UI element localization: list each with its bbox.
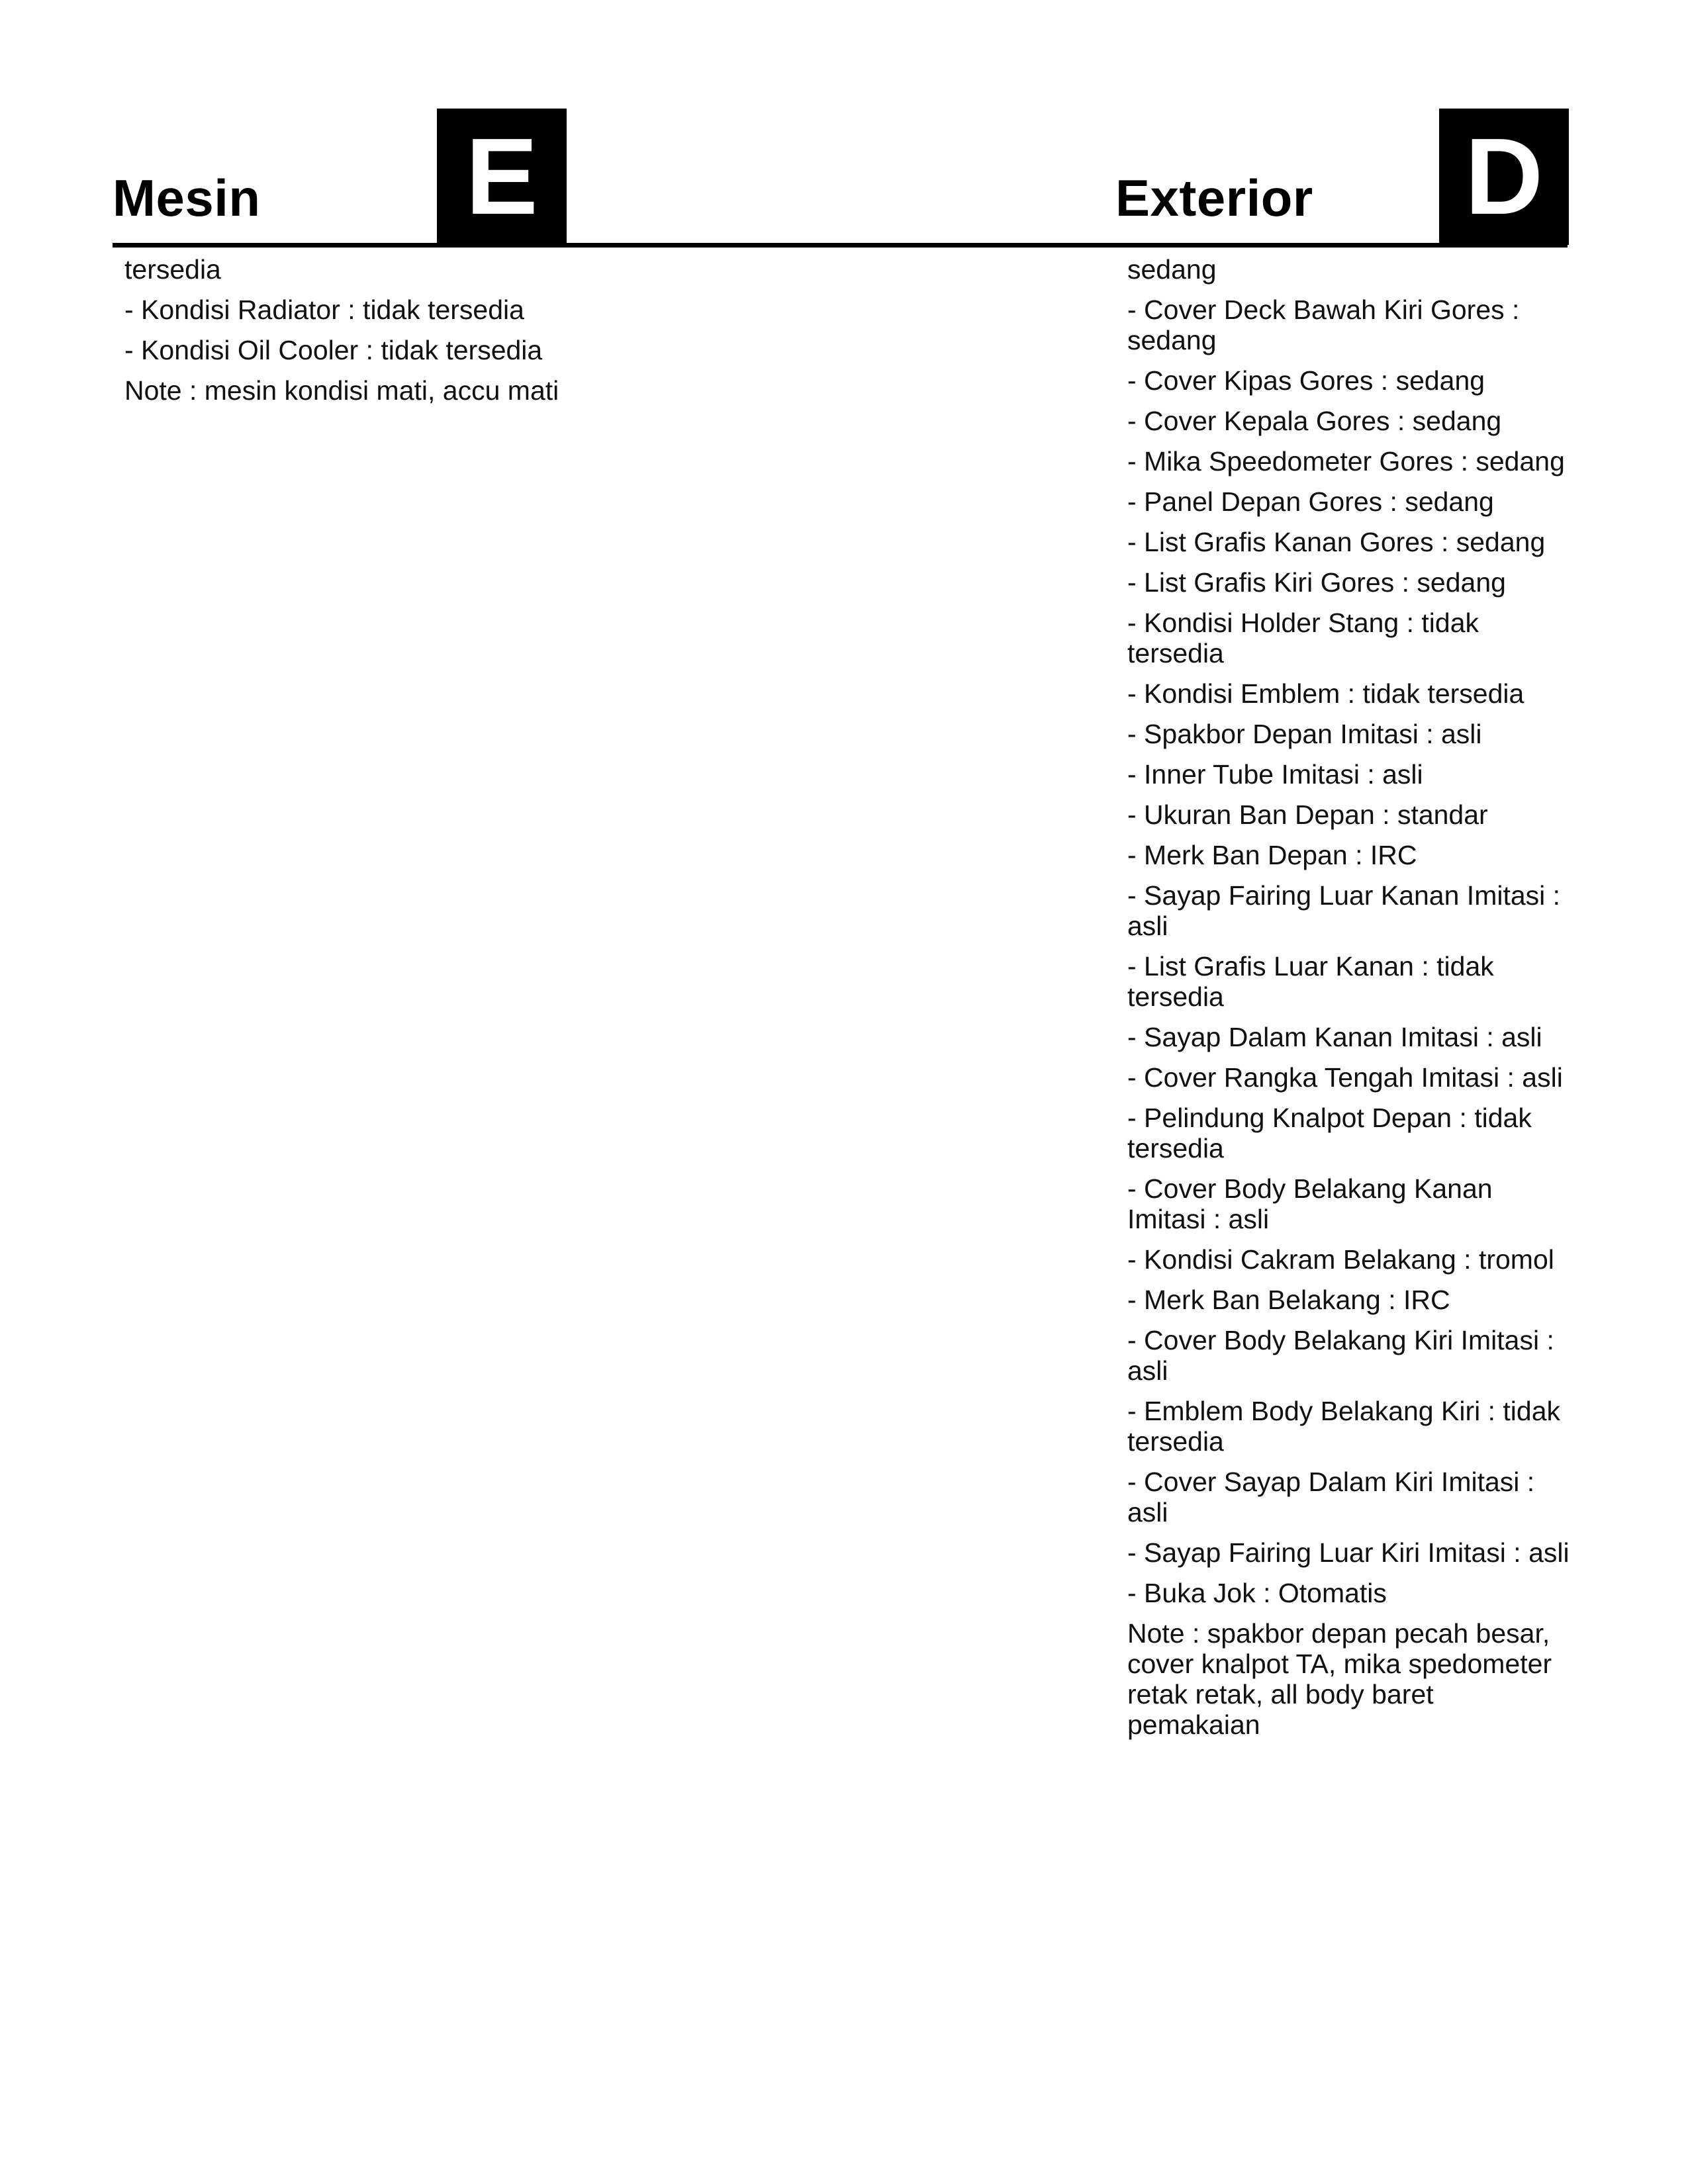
- header-rule: [113, 243, 1568, 248]
- list-item: - Inner Tube Imitasi : asli: [1127, 759, 1423, 790]
- list-item: - Sayap Dalam Kanan Imitasi : asli: [1127, 1022, 1542, 1052]
- list-item: - Kondisi Holder Stang : tidak tersedia: [1127, 608, 1479, 668]
- list-item: - Cover Sayap Dalam Kiri Imitasi : asli: [1127, 1467, 1535, 1527]
- section-title-exterior: Exterior: [1115, 169, 1313, 227]
- list-item: - Buka Jok : Otomatis: [1127, 1578, 1387, 1608]
- list-item: - Mika Speedometer Gores : sedang: [1127, 446, 1565, 477]
- list-item: - Sayap Fairing Luar Kiri Imitasi : asli: [1127, 1537, 1570, 1568]
- list-item: - Panel Depan Gores : sedang: [1127, 486, 1494, 517]
- list-item: - Merk Ban Belakang : IRC: [1127, 1285, 1450, 1315]
- list-item: - Cover Deck Bawah Kiri Gores : sedang: [1127, 295, 1520, 355]
- section-title-mesin: Mesin: [113, 169, 261, 227]
- grade-badge-exterior: D: [1439, 109, 1569, 245]
- list-item: - Ukuran Ban Depan : standar: [1127, 799, 1488, 830]
- list-item: - Pelindung Knalpot Depan : tidak tersedia: [1127, 1103, 1532, 1163]
- list-item: - Cover Body Belakang Kiri Imitasi : asli: [1127, 1325, 1554, 1386]
- list-item: - List Grafis Kiri Gores : sedang: [1127, 567, 1506, 598]
- exterior-notes-list: [1127, 254, 1571, 1750]
- list-item: - List Grafis Kanan Gores : sedang: [1127, 527, 1546, 557]
- mesin-notes-list: [124, 254, 568, 416]
- list-item: tersedia: [124, 254, 221, 285]
- list-item: - Cover Kepala Gores : sedang: [1127, 406, 1502, 436]
- list-item: - Kondisi Cakram Belakang : tromol: [1127, 1244, 1554, 1275]
- list-item: - Cover Body Belakang Kanan Imitasi : asli: [1127, 1173, 1493, 1234]
- list-item: - Spakbor Depan Imitasi : asli: [1127, 719, 1482, 749]
- list-item: - Kondisi Oil Cooler : tidak tersedia: [124, 335, 543, 365]
- list-item: - Sayap Fairing Luar Kanan Imitasi : asli: [1127, 880, 1561, 941]
- list-item: sedang: [1127, 254, 1217, 285]
- list-item: Note : spakbor depan pecah besar, cover knalpot TA, mika spedometer retak retak, all body baret pemakaian: [1127, 1618, 1552, 1740]
- list-item: - List Grafis Luar Kanan : tidak tersedia: [1127, 951, 1494, 1012]
- list-item: - Cover Rangka Tengah Imitasi : asli: [1127, 1062, 1563, 1093]
- list-item: - Cover Kipas Gores : sedang: [1127, 365, 1485, 396]
- list-item: - Merk Ban Depan : IRC: [1127, 840, 1417, 870]
- list-item: Note : mesin kondisi mati, accu mati: [124, 375, 559, 406]
- list-item: - Kondisi Emblem : tidak tersedia: [1127, 678, 1524, 709]
- list-item: - Emblem Body Belakang Kiri : tidak tersedia: [1127, 1396, 1560, 1457]
- list-item: - Kondisi Radiator : tidak tersedia: [124, 295, 524, 325]
- grade-badge-mesin: E: [437, 109, 567, 245]
